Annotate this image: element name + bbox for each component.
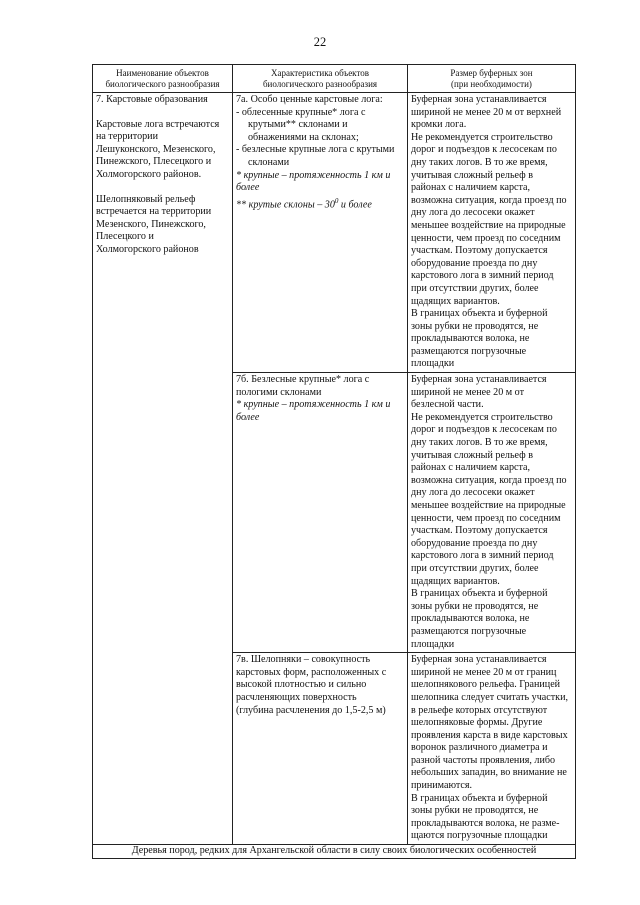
text-line: расчленяющих поверхность (236, 691, 357, 703)
text-line: карстовых форм, расположенных с (236, 666, 387, 678)
text-line: районах с наличием карста, (411, 462, 531, 474)
text-line: щадящих вариантов. (411, 575, 500, 587)
text-line: Буферная зона устанавливается (411, 654, 547, 666)
text-line: безлесной части. (411, 399, 484, 411)
text-line: карстового лога в зимний период (411, 550, 554, 562)
text-line: возможна ситуация, когда проезд по (411, 474, 567, 486)
text-line: небольших западин, во внимание не (411, 767, 567, 779)
text-line: дорог и подъездов к лесосекам по (411, 144, 557, 156)
text-line: высокой плотностью и сильно (236, 679, 367, 691)
text-line: ценности, чем проезд по соседним (411, 512, 561, 524)
text-line: дну таких логов. В то же время, (411, 437, 548, 449)
text-line: щаются погрузочные площадки (411, 830, 548, 842)
text-line: Буферная зона устанавливается (411, 94, 547, 105)
text-line: прокладываются волока, не разме- (411, 817, 560, 829)
text-line: дну лога до лесосеки окажет (411, 207, 535, 219)
text-line: Буферная зона устанавливается (411, 374, 547, 386)
text-line: прокладываются волока, не (411, 333, 530, 345)
text-line: В границах объекта и буферной (411, 308, 548, 320)
text-line: прокладываются волока, не (411, 613, 530, 625)
text-line: В границах объекта и буферной (411, 792, 548, 804)
text-line: 7в. Шелопняки – совокупность (236, 654, 371, 666)
text-line: проявления карста в виде карстовых (411, 729, 568, 741)
characteristic-cell-7b: 7б. Безлесные крупные* лога с пологими склонами * крупные – протяженность 1 км и более (233, 373, 408, 653)
text-line: зоны рубки не проводятся, не (411, 320, 539, 332)
text-line: (глубина расчленения до 1,5-2,5 м) (236, 704, 386, 716)
table-section-row (93, 845, 576, 859)
table-header-row (93, 65, 576, 93)
text-line: площадки (411, 638, 455, 650)
row-7a-title: 7а. Особо ценные карстовые лога: (236, 94, 383, 105)
buffer-text-7a (411, 94, 572, 371)
text-line: районах с наличием карста, (411, 182, 531, 194)
buffer-text-7c (411, 654, 572, 843)
buffer-cell-7c (408, 653, 576, 845)
text-line: Не рекомендуется строительство (411, 411, 553, 423)
text-line: возможна ситуация, когда проезд по (411, 194, 567, 206)
header-object-names: Наименование объектов биологического разнообразия (93, 65, 233, 93)
text-line: шелопнякового рельефа. Границей (411, 679, 561, 691)
characteristic-cell-7a: 7а. Особо ценные карстовые лога: - облесенные крупные* лога с крутыми** склонами и обнажениями на склонах; - безлесные крупные лога с крутыми склонами * крупные – протяженность 1 км и более ** крутые склоны – $30^0$ и более (233, 93, 408, 373)
text-line: зоны рубки не проводятся, не (411, 805, 539, 817)
header-buffer-zone-size: Размер буферных зон (при необходимости) (408, 65, 576, 93)
text-line: размещаются погрузочные (411, 345, 527, 357)
rare-trees-section-title: Деревья пород, редких для Архангельской области в силу своих биологических особенностей (93, 845, 576, 859)
object-title: 7. Карстовые образования (96, 94, 208, 105)
row-7c-title (236, 654, 404, 717)
text-line: принимаются. (411, 780, 473, 792)
buffer-text-7b (411, 374, 572, 651)
text-line: участкам. Поэтому допускается (411, 245, 548, 257)
biodiversity-table (92, 64, 576, 859)
text-line: воронок различного диаметра и (411, 742, 548, 754)
text-line: меньшее воздействие на природные (411, 219, 566, 231)
object-cell-karst: 7. Карстовые образования Карстовые лога встречаются на территории Лешуконского, Мезенского, Пинежского, Плесецкого и Холмогорского районов. Шелопняковый рельеф встречается на территории Мезенского, Пинежского, Плесецкого и Холмогорского районов (93, 93, 233, 845)
text-line: шелопника следует считать участки, (411, 691, 568, 703)
text-line: шириной не менее 20 м от границ (411, 666, 557, 678)
text-line: Не рекомендуется строительство (411, 131, 553, 143)
text-line: при отсутствии других, более (411, 562, 539, 574)
text-line: дорог и подъездов к лесосекам по (411, 424, 557, 436)
text-line: ценности, чем проезд по соседним (411, 232, 561, 244)
text-line: при отсутствии других, более (411, 282, 539, 294)
text-line: шириной не менее 20 м от (411, 386, 525, 398)
header-characteristics: Характеристика объектов биологического разнообразия (233, 65, 408, 93)
text-line: учитывая сложный рельеф в (411, 449, 533, 461)
text-line: зоны рубки не проводятся, не (411, 600, 539, 612)
text-line: оборудование проезда по дну (411, 257, 538, 269)
text-line: кромки лога. (411, 119, 467, 131)
text-line: шелопняковые формы. Другие (411, 717, 543, 729)
text-line: карстового лога в зимний период (411, 270, 554, 282)
buffer-cell-7b (408, 373, 576, 653)
text-line: дну таких логов. В то же время, (411, 156, 548, 168)
text-line: в рельефе которых отсутствуют (411, 704, 548, 716)
text-line: разной частоты проявления, либо (411, 754, 556, 766)
text-line: меньшее воздействие на природные (411, 500, 566, 511)
text-line: учитывая сложный рельеф в (411, 169, 533, 181)
buffer-cell-7a (408, 93, 576, 373)
text-line: В границах объекта и буферной (411, 588, 548, 600)
text-line: оборудование проезда по дну (411, 537, 538, 549)
text-line: щадящих вариантов. (411, 295, 500, 307)
text-line: шириной не менее 20 м от верхней (411, 106, 562, 118)
text-line: участкам. Поэтому допускается (411, 525, 548, 537)
characteristic-cell-7c (233, 653, 408, 845)
text-line: дну лога до лесосеки окажет (411, 487, 535, 499)
page-number: 22 (313, 35, 327, 49)
text-line: размещаются погрузочные (411, 625, 527, 637)
table-row (93, 93, 576, 373)
text-line: площадки (411, 358, 455, 370)
row-7a-note2: ** крутые склоны – $30^0$ и более (236, 196, 372, 211)
